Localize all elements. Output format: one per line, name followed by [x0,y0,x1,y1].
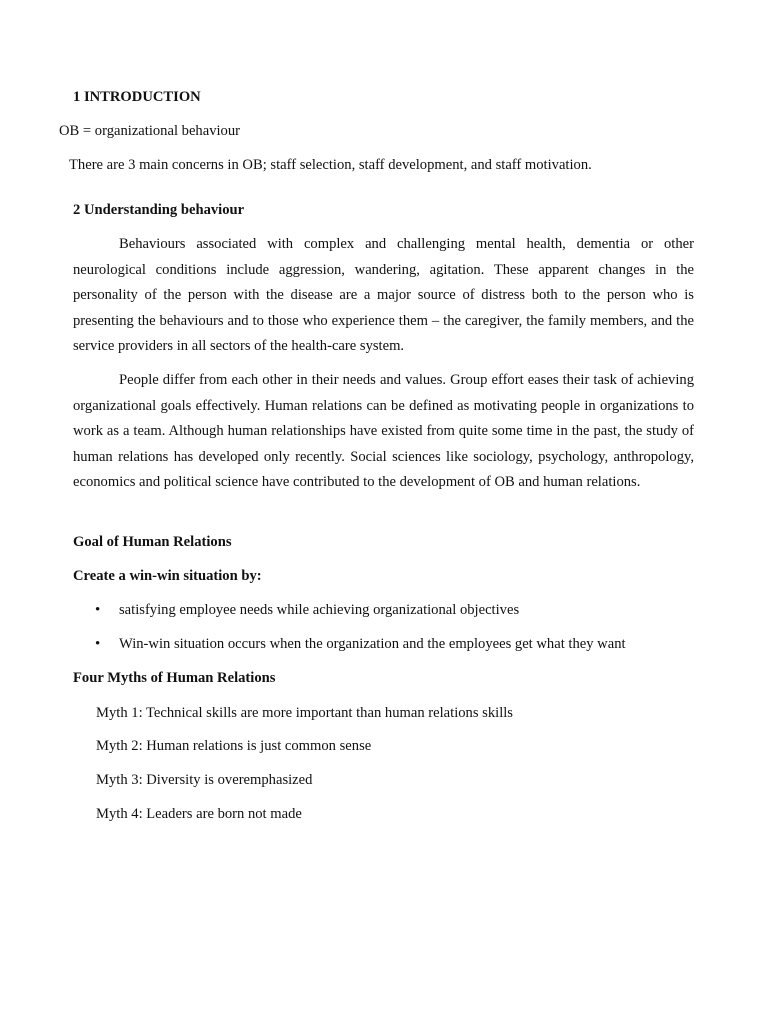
ob-concerns-text: There are 3 main concerns in OB; staff selection, staff development, and staff motivation. [69,157,592,173]
bullet-icon: • [95,636,101,652]
myths-heading: Four Myths of Human Relations [73,670,276,686]
understanding-behaviour-heading: 2 Understanding behaviour [73,202,245,218]
goal-heading: Goal of Human Relations [73,534,232,550]
myth-item: Myth 2: Human relations is just common sense [96,738,372,754]
bullet-text: satisfying employee needs while achieving organizational objectives [119,602,520,618]
myth-item: Myth 1: Technical skills are more important than human relations skills [96,705,513,721]
win-win-heading: Create a win-win situation by: [73,568,262,584]
ob-definition: OB = organizational behaviour [59,123,241,139]
bullet-icon: • [95,602,101,618]
introduction-heading: 1 INTRODUCTION [73,89,201,105]
behaviours-paragraph: Behaviours associated with complex and challenging mental health, dementia or other neurological conditions include aggression, wandering, agitation. These apparent changes in the personality of the person with the disease are a major source of distress both to the person who is presenting the behaviours and to those who experience them – the caregiver, the family members, and the service providers in all sectors of the health-care system. [73,236,694,354]
human-relations-paragraph: People differ from each other in their needs and values. Group effort eases their task of achieving organizational goals effectively. Human relations can be defined as motivating people in organizations to work as a team. Although human relationships have existed from quite some time in the past, the study of human relations has developed only recently. Social sciences like sociology, psychology, anthropology, economics and political science have contributed to the development of OB and human relations. [73,372,694,490]
myth-item: Myth 4: Leaders are born not made [96,806,302,822]
myth-item: Myth 3: Diversity is overemphasized [96,772,313,788]
bullet-text: Win-win situation occurs when the organization and the employees get what they want [119,636,626,652]
